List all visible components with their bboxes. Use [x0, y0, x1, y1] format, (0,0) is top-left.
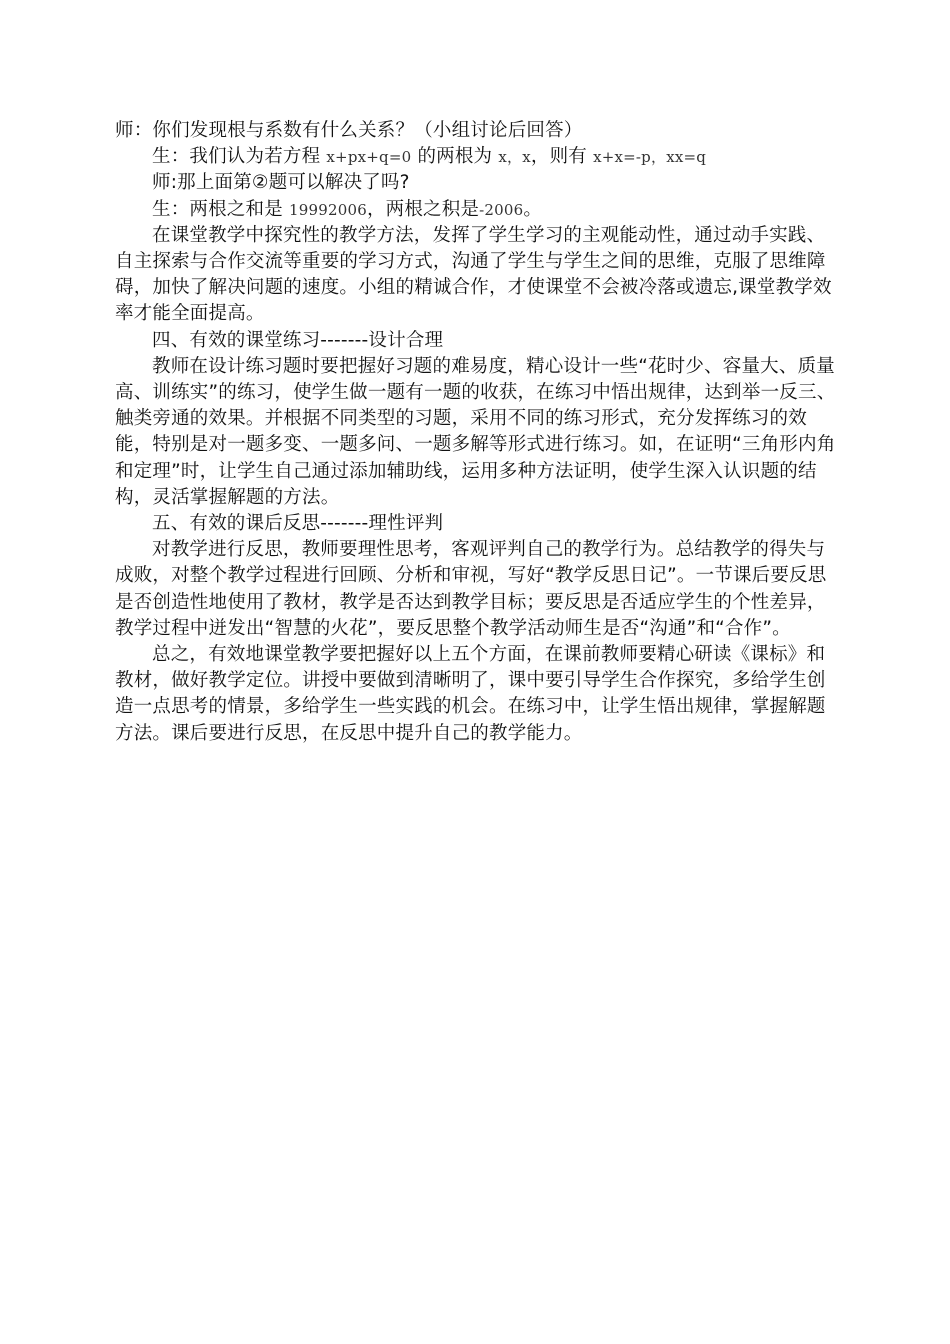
equation-text: x+x=-p，xx=q — [593, 148, 707, 167]
text-run: 。 — [523, 198, 543, 220]
section-heading-practice: 四、有效的课堂练习-------设计合理 — [152, 329, 444, 351]
paragraph-inquiry-summary: 在课堂教学中探究性的教学方法，发挥了学生学习的主观能动性，通过动手实践、自主探索与合作交流等重要的学习方式，沟通了学生与学生之间的思维，克服了思维障碍，加快了解决问题的速度。小组的精诚合作，才使课堂不会被冷落或遗忘,课堂教学效率才能全面提高。 — [115, 224, 832, 325]
text-run: ，两根之积是 — [366, 198, 480, 220]
text-run: 生：我们认为若方程 — [152, 146, 327, 168]
paragraph-reflection-body: 对教学进行反思，教师要理性思考，客观评判自己的教学行为。总结教学的得失与成败，对整个教学过程进行回顾、分析和审视，写好“教学反思日记”。一节课后要反思是否创造性地使用了教材，教学是否达到教学目标；要反思是否适应学生的个性差异，教学过程中迸发出“智慧的火花”，要反思整个教学活动师生是否“沟通”和“合作”。 — [115, 539, 827, 639]
equation-text: x+px+q=0 — [326, 148, 412, 167]
text-run: 的两根为 — [411, 146, 499, 168]
paragraph-conclusion: 总之，有效地课堂教学要把握好以上五个方面，在课前教师要精心研读《课标》和教材，做好教学定位。讲授中要做到清晰明了，课中要引导学生合作探究，多给学生创造一点思考的情景，多给学生一些实践的机会。在练习中，让学生悟出规律，掌握解题方法。课后要进行反思，在反思中提升自己的教学能力。 — [115, 644, 826, 744]
paragraph-student-answer-roots — [115, 144, 838, 170]
section-heading-reflection: 五、有效的课后反思-------理性评判 — [152, 513, 444, 535]
paragraph-practice-body: 教师在设计练习题时要把握好习题的难易度，精心设计一些“花时少、容量大、质量高、训练实”的练习，使学生做一题有一题的收获，在练习中悟出规律，达到举一反三、触类旁通的效果。并根据不同类型的习题，采用不同的练习形式，充分发挥练习的效能，特别是对一题多变、一题多问、一题多解等形式进行练习。如，在证明“三角形内角和定理”时，让学生自己通过添加辅助线，运用多种方法证明，使学生深入认识题的结构，灵活掌握解题的方法。 — [115, 355, 836, 508]
text-run: 生：两根之和是 — [152, 198, 289, 220]
text-run: ，则有 — [530, 146, 594, 168]
paragraph-student-answer-sum-product — [115, 197, 838, 223]
equation-text: x，x — [498, 148, 531, 167]
paragraph-teacher-followup: 师:那上面第②题可以解决了吗? — [152, 172, 410, 194]
paragraph-teacher-question: 师：你们发现根与系数有什么关系？（小组讨论后回答） — [115, 120, 583, 141]
number-text: -2006 — [479, 200, 524, 219]
document-body — [115, 118, 838, 747]
number-text: 19992006 — [288, 200, 367, 219]
